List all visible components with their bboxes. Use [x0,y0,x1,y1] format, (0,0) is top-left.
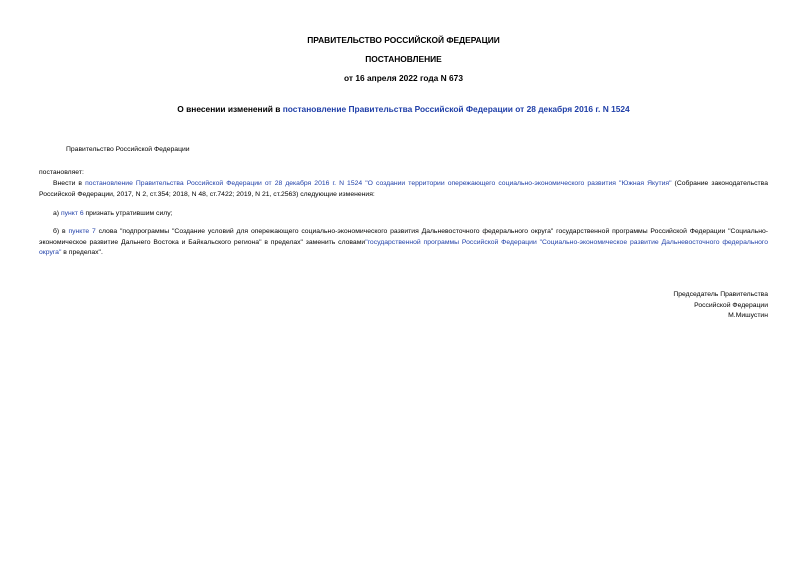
link-state-program[interactable]: "государственной программы Российской Федерации "Социально-экономическое развитие Дальневосточного федерального округа" [39,238,769,256]
document-type-heading: ПОСТАНОВЛЕНИЕ [365,54,442,64]
document-date-number: от 16 апреля 2022 года N 673 [344,73,463,83]
document-title [0,104,807,115]
title-prefix: О внесении изменений в [177,104,283,114]
signature-position: Председатель Правительства [673,291,768,298]
paragraph-text: признать утратившим силу; [83,210,173,217]
signature-organization: Российской Федерации [694,301,768,309]
issuing-body: Правительство Российской Федерации [66,146,190,153]
resolves-label: постановляет: [39,169,84,176]
paragraph-text: в пределах". [61,249,103,256]
signature-name: М.Мишустин [728,312,768,319]
paragraph-a [39,209,768,220]
paragraph-amend [39,179,768,200]
government-heading: ПРАВИТЕЛЬСТВО РОССИЙСКОЙ ФЕДЕРАЦИИ [307,35,500,45]
link-point-6[interactable]: пункт 6 [60,210,84,217]
paragraph-text: б) в [53,228,69,235]
paragraph-text: (Собрание законодательства Российской Федерации, 2017, N 2, ст.354; 2018, N 48, ст.7422; 2019, N 21, ст.2563) следующие изменения: [39,180,768,198]
paragraph-text: а) [53,210,61,217]
paragraph-text: слова "подпрограммы "Создание условий для опережающего социально-экономического развития Дальневосточного федерального округа" государственной программы Российской Федерации "Социально-экономическое развитие Дальнего Востока и Байкальского региона" в пределах" заменить словами [39,228,769,246]
paragraph-b [39,227,768,259]
link-decree-1524-south-yakutia[interactable]: постановление Правительства Российской Федерации от 28 декабря 2016 г. N 1524 "О создании территории опережающего социально-экономического развития "Южная Якутия" [85,180,672,187]
link-point-7[interactable]: пункте 7 [68,228,96,235]
paragraph-text: Внести в [53,180,86,187]
signature-block [673,290,768,322]
title-link-decree-1524[interactable]: постановление Правительства Российской Федерации от 28 декабря 2016 г. N 1524 [282,104,630,114]
